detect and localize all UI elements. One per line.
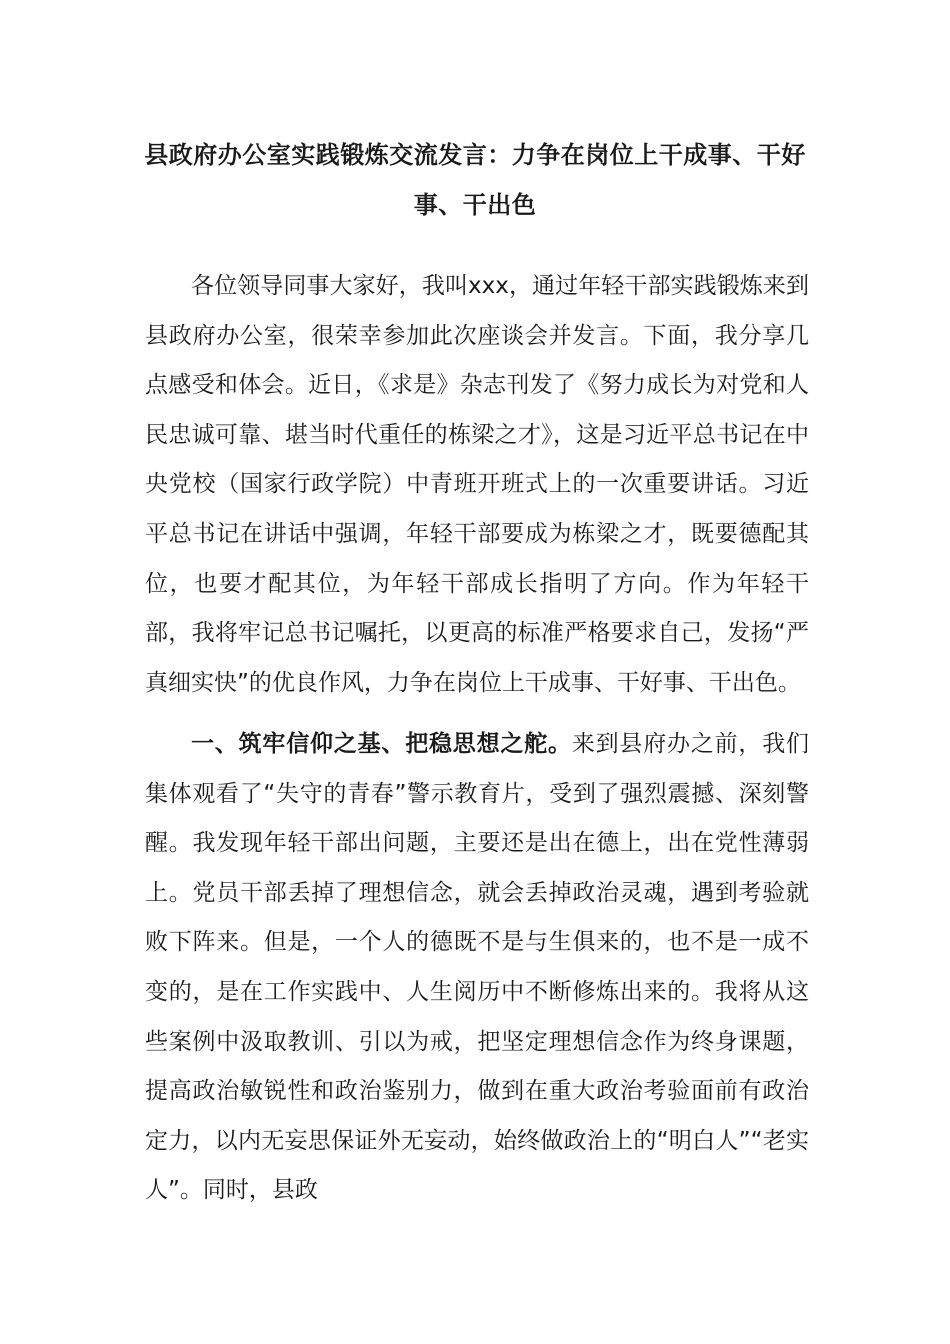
section-one-paragraph xyxy=(145,720,809,1216)
paragraph-text: 来到县府办之前，我们集体观看了“失守的青春”警示教育片，受到了强烈震撼、深刻警醒。我发现年轻干部出问题，主要还是出在德上，出在党性薄弱上。党员干部丢掉了理想信念，就会丢掉政治灵魂，遇到考验就败下阵来。但是，一个人的德既不是与生俱来的，也不是一成不变的，是在工作实践中、人生阅历中不断修炼出来的。我将从这些案例中汲取教训、引以为戒，把坚定理想信念作为终身课题，提高政治敏锐性和政治鉴别力，做到在重大政治考验面前有政治定力，以内无妄思保证外无妄动，始终做政治上的“明白人”“老实人”。同时，县政 xyxy=(145,731,810,1204)
section-heading: 一、筑牢信仰之基、把稳思想之舵。 xyxy=(191,731,572,757)
document-title: 县政府办公室实践锻炼交流发言：力争在岗位上干成事、干好事、干出色 xyxy=(144,141,806,219)
intro-paragraph xyxy=(145,262,809,708)
paragraph-text: 各位领导同事大家好，我叫xxx，通过年轻干部实践锻炼来到县政府办公室，很荣幸参加此次座谈会并发言。下面，我分享几点感受和体会。近日，《求是》杂志刊发了《努力成长为对党和人民忠诚可靠、堪当时代重任的栋梁之才》，这是习近平总书记在中央党校（国家行政学院）中青班开班式上的一次重要讲话。习近平总书记在讲话中强调，年轻干部要成为栋梁之才，既要德配其位，也要才配其位，为年轻干部成长指明了方向。作为年轻干部，我将牢记总书记嘱托，以更高的标准严格要求自己，发扬“严真细实快”的优良作风，力争在岗位上干成事、干好事、干出色。 xyxy=(145,273,809,696)
